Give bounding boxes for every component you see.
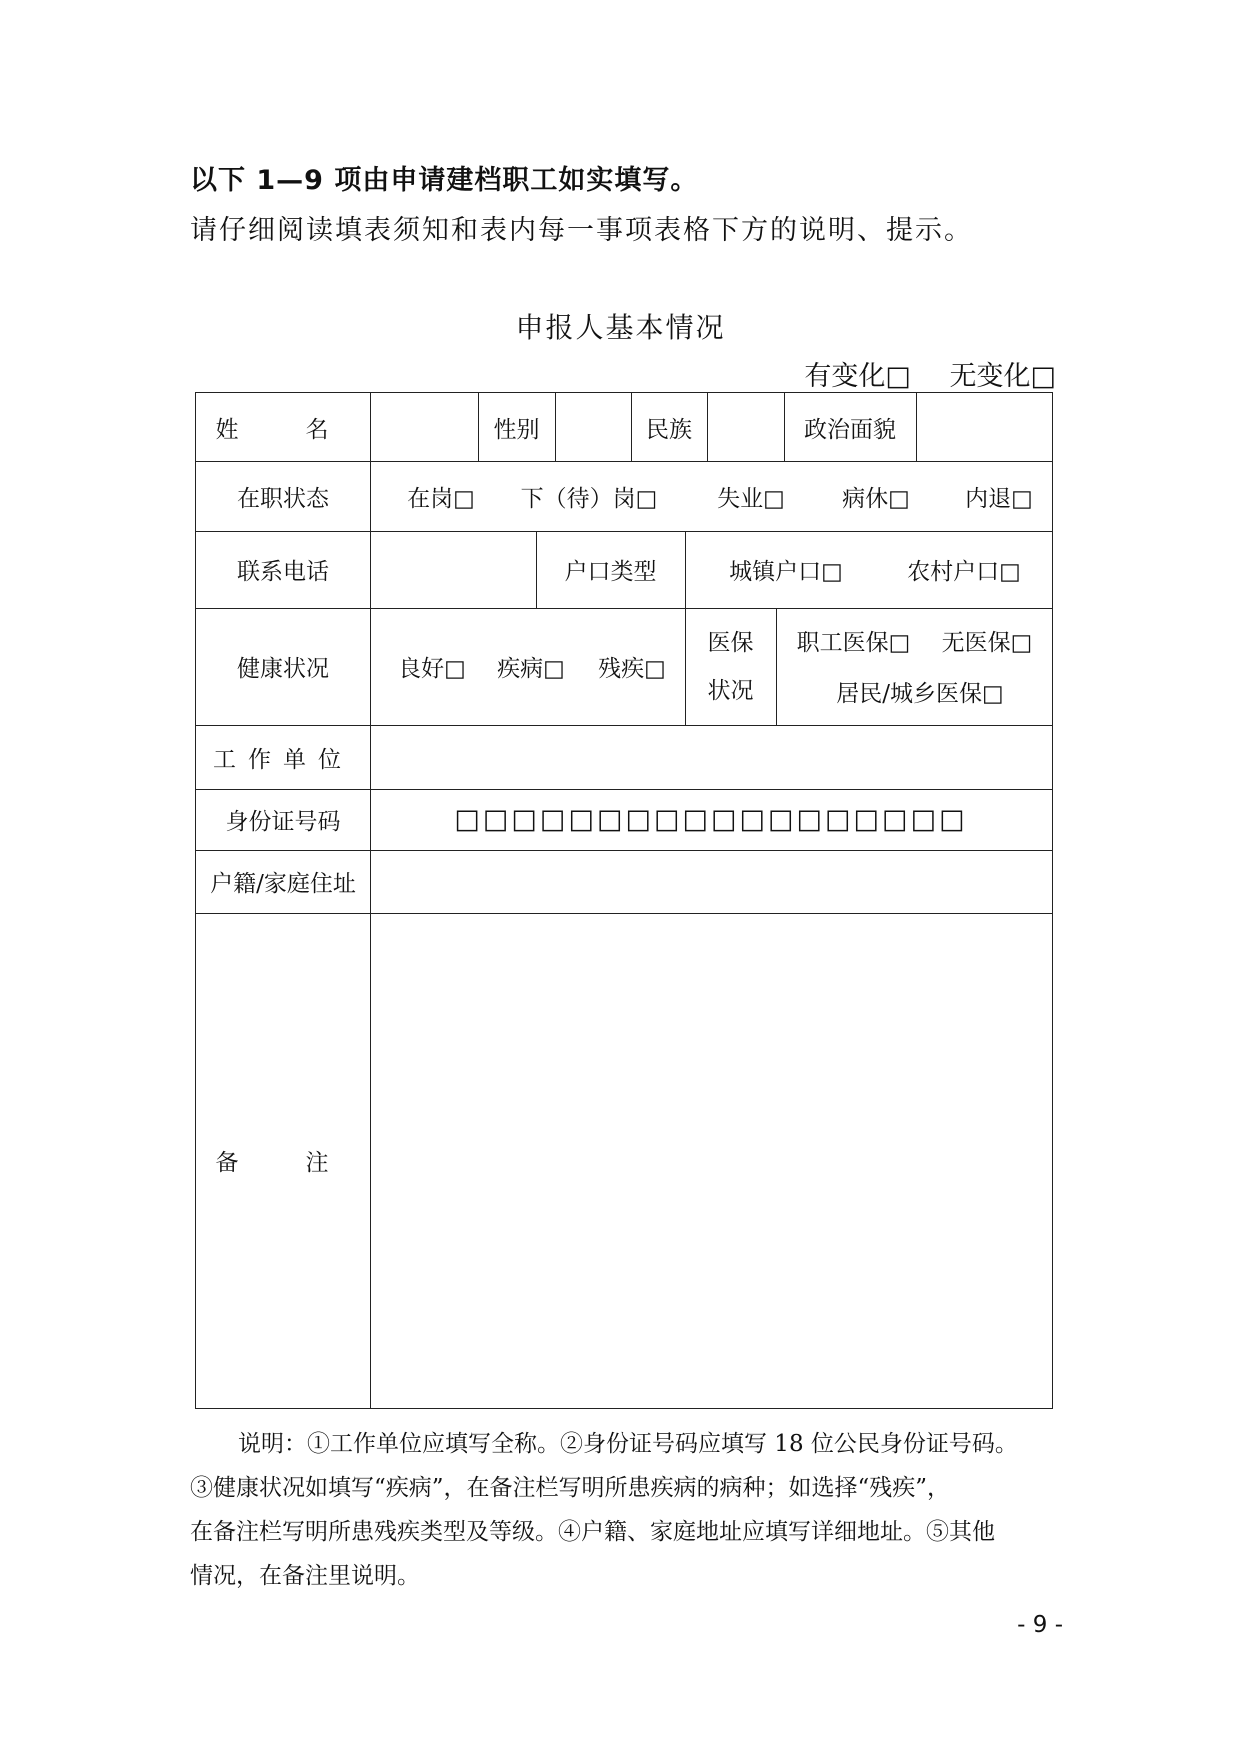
resident-insurance-checkbox[interactable]: 居民/城乡医保□ — [836, 680, 1004, 707]
health-good-checkbox[interactable]: 良好□ — [398, 656, 466, 682]
on-duty-checkbox[interactable]: 在岗□ — [407, 485, 475, 512]
intro-instruction-bold: 以下 1—9 项由申请建档职工如实填写。 — [190, 165, 699, 196]
intro-instruction: 请仔细阅读填表须知和表内每一事项表格下方的说明、提示。 — [190, 215, 973, 246]
ethnicity-field[interactable] — [707, 393, 784, 461]
gender-field[interactable] — [555, 393, 631, 461]
address-field[interactable] — [370, 850, 1052, 913]
sick-leave-checkbox[interactable]: 病休□ — [842, 485, 910, 512]
changed-checkbox[interactable]: 有变化□ — [804, 361, 911, 392]
ethnicity-label: 民族 — [646, 416, 692, 443]
insurance-label-line1: 医保 — [707, 629, 754, 656]
name-field[interactable] — [370, 393, 478, 461]
notes-line-2: ③健康状况如填写“疾病”，在备注栏写明所患疾病的病种；如选择“残疾”， — [190, 1475, 951, 1501]
phone-label: 联系电话 — [237, 559, 329, 585]
health-disability-checkbox[interactable]: 残疾□ — [598, 656, 666, 682]
form-title: 申报人基本情况 — [515, 311, 726, 344]
employer-field[interactable] — [370, 725, 1052, 789]
applicant-info-table — [195, 392, 1053, 1409]
urban-hukou-checkbox[interactable]: 城镇户口□ — [729, 559, 843, 585]
remarks-field[interactable] — [370, 913, 1052, 1408]
no-insurance-checkbox[interactable]: 无医保□ — [941, 629, 1033, 656]
notes-line-4: 情况，在备注里说明。 — [190, 1563, 420, 1589]
insurance-status-label — [685, 608, 776, 725]
hukou-type-label: 户口类型 — [564, 559, 657, 585]
instructions-notes — [190, 1422, 1056, 1598]
remarks-label: 备 注 — [215, 1150, 351, 1176]
unchanged-checkbox[interactable]: 无变化□ — [949, 361, 1056, 392]
unemployed-checkbox[interactable]: 失业□ — [717, 485, 785, 512]
insurance-label-line2: 状况 — [707, 677, 754, 704]
political-status-label: 政治面貌 — [804, 416, 896, 443]
change-status-row — [774, 354, 1056, 393]
notes-line-3: 在备注栏写明所患残疾类型及等级。④户籍、家庭地址应填写详细地址。⑤其他 — [190, 1519, 995, 1545]
id-number-label: 身份证号码 — [225, 809, 341, 835]
notes-line-1: 说明：①工作单位应填写全称。②身份证号码应填写 18 位公民身份证号码。 — [238, 1431, 1018, 1457]
political-status-field[interactable] — [916, 393, 1052, 461]
name-label: 姓 名 — [215, 416, 351, 443]
health-illness-checkbox[interactable]: 疾病□ — [497, 656, 565, 682]
phone-field[interactable] — [370, 531, 536, 608]
employee-insurance-checkbox[interactable]: 职工医保□ — [796, 629, 911, 656]
rural-hukou-checkbox[interactable]: 农村户口□ — [907, 559, 1021, 585]
page-number: - 9 - — [1017, 1612, 1063, 1638]
address-label: 户籍/家庭住址 — [210, 871, 356, 897]
early-retire-checkbox[interactable]: 内退□ — [965, 485, 1033, 512]
employer-label: 工作单位 — [213, 746, 353, 773]
id-number-boxes[interactable]: □□□□□□□□□□□□□□□□□□ — [454, 804, 968, 835]
health-status-label: 健康状况 — [237, 656, 329, 682]
employment-status-label: 在职状态 — [237, 485, 329, 512]
gender-label: 性别 — [493, 416, 540, 443]
laid-off-checkbox[interactable]: 下（待）岗□ — [520, 485, 658, 512]
